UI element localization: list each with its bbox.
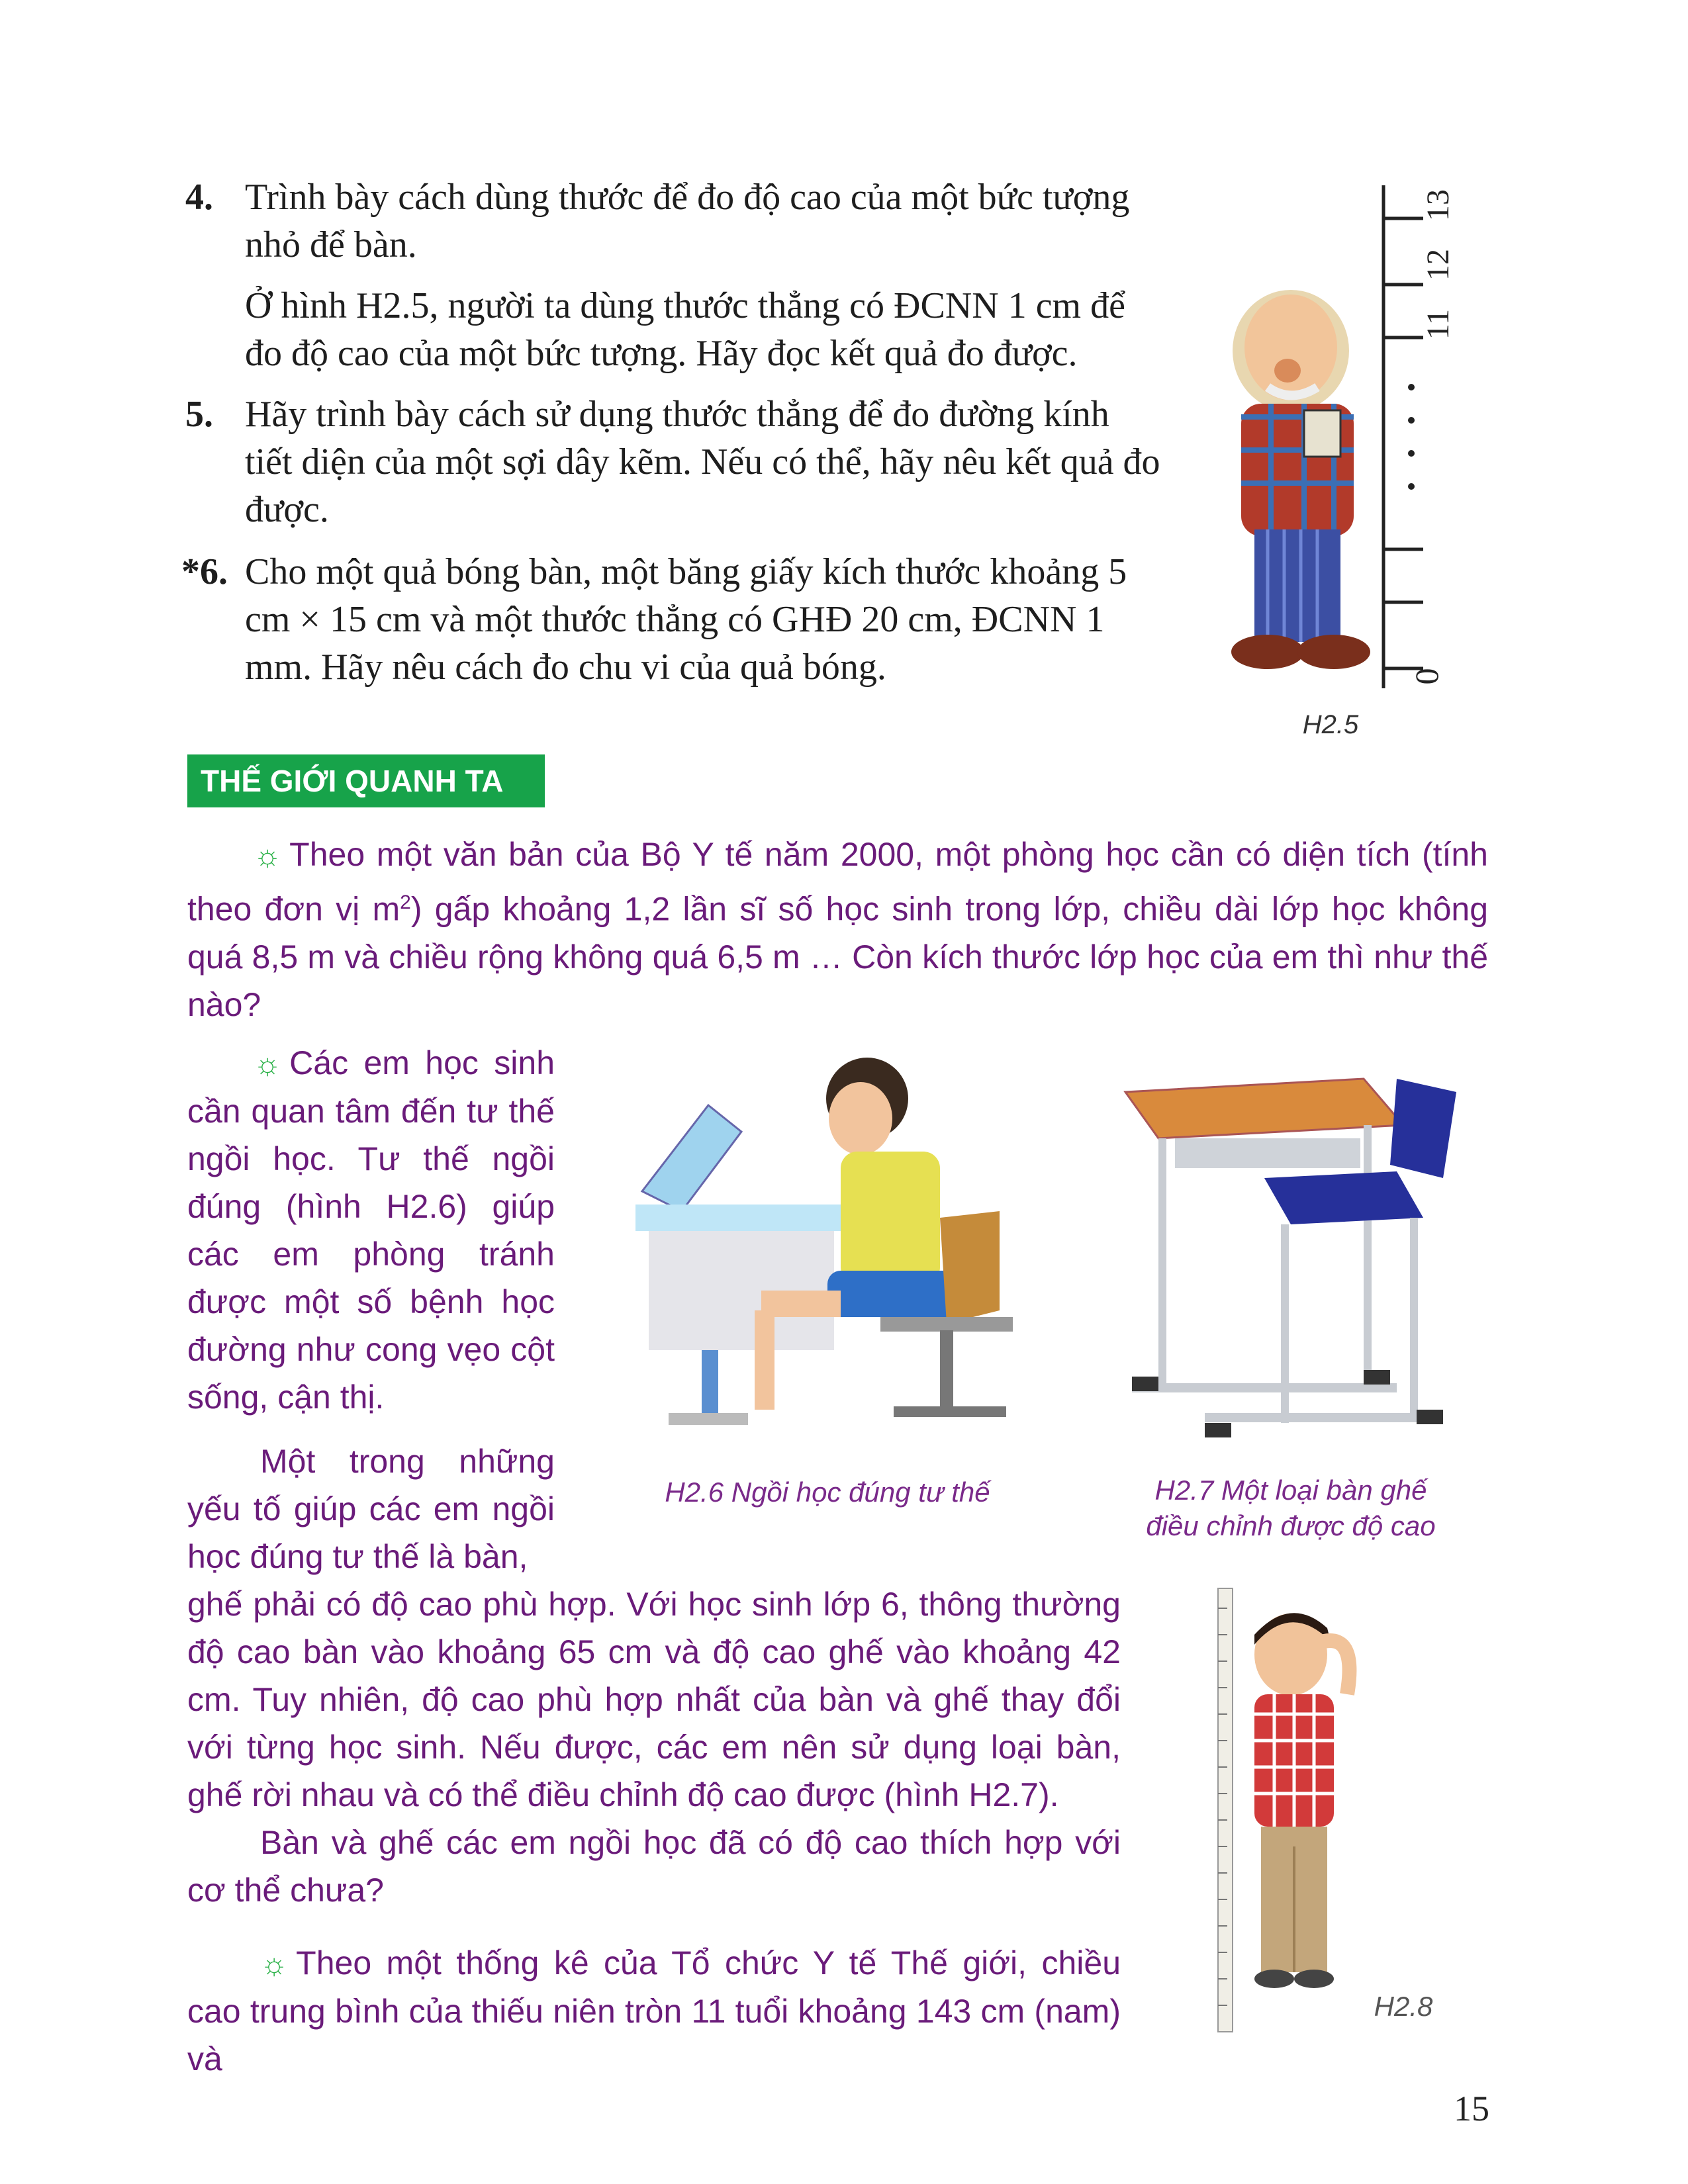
- paragraph-question-desk: Bàn và ghế các em ngồi học đã có độ cao thích hợp với cơ thể chưa?: [187, 1824, 1121, 1909]
- figure-caption-h2-8: H2.8: [1374, 1991, 1433, 2022]
- figure-caption-h2-6: H2.6 Ngồi học đúng tư thế: [665, 1477, 990, 1508]
- figure-h2-7-desk-chair: [1112, 1066, 1483, 1456]
- paragraph-who-statistics: [187, 1939, 1121, 2083]
- figure-h2-8-boy-height: [1205, 1582, 1390, 2038]
- caption-line: H2.7 Một loại bàn ghế: [1154, 1475, 1427, 1506]
- paragraph-desk-height-start: Một trong những yếu tố giúp các em ngồi học đúng tư thế là bàn,: [187, 1443, 555, 1575]
- question-text: Cho một quả bóng bàn, một băng giấy kích thước khoảng 5 cm × 15 cm và một thước thẳng có GHĐ 20 cm, ĐCNN 1 mm. Hãy nêu cách đo chu vi của quả bóng.: [245, 551, 1127, 688]
- paragraph-text: Các em học sinh cần quan tâm đến tư thế ngồi học. Tư thế ngồi đúng (hình H2.6) giúp các em phòng tránh được một số bệnh học đường như cong vẹo cột sống, cận thị.: [187, 1044, 555, 1416]
- paragraph-desk-height: ghế phải có độ cao phù hợp. Với học sinh lớp 6, thông thường độ cao bàn vào khoảng 65 cm và độ cao ghế vào khoảng 42 cm. Tuy nhiên, độ cao phù hợp nhất của bàn và ghế thay đổi với từng học sinh. Nếu được, các em nên sử dụng loại bàn, ghế rời nhau và có thể điều chỉnh độ cao được (hình H2.7).: [187, 1586, 1121, 1813]
- figure-caption-h2-7: [1119, 1473, 1463, 1544]
- question-5: [185, 390, 1165, 547]
- figure-h2-5-statue-ruler: [1205, 179, 1496, 695]
- superscript: 2: [400, 891, 411, 913]
- statuette: [1231, 290, 1370, 669]
- page-number: 15: [1454, 2089, 1489, 2128]
- question-number: 4.: [185, 177, 213, 218]
- ruler-label: 13: [1421, 189, 1456, 221]
- question-4: [185, 173, 1165, 390]
- question-number: *6.: [181, 551, 228, 592]
- question-6: [181, 548, 1165, 704]
- question-text: Hãy trình bày cách sử dụng thước thẳng để đo đường kính tiết diện của một sợi dây kẽm. Nếu có thể, hãy nêu kết quả đo được.: [245, 394, 1160, 530]
- question-text: Trình bày cách dùng thước để đo độ cao của một bức tượng nhỏ để bàn.: [245, 177, 1130, 265]
- question-number: 5.: [185, 394, 213, 435]
- question-text: Ở hình H2.5, người ta dùng thước thẳng có ĐCNN 1 cm để đo độ cao của một bức tượng. Hãy đọc kết quả đo được.: [245, 285, 1125, 374]
- paragraph-classroom-size: [187, 831, 1488, 1028]
- sun-bullet-icon: ☼: [254, 838, 282, 872]
- sun-bullet-icon: ☼: [260, 1946, 289, 1981]
- ruler-label: 0: [1408, 668, 1445, 685]
- paragraph-text: ) gấp khoảng 1,2 lần sĩ số học sinh trong lớp, chiều dài lớp học không quá 8,5 m và chiều rộng không quá 6,5 m … Còn kích thước lớp học của em thì như thế nào?: [187, 890, 1489, 1023]
- figure-h2-6-girl-sitting: [629, 1046, 1059, 1443]
- paragraph-text: Theo một thống kê của Tổ chức Y tế Thế giới, chiều cao trung bình của thiếu niên tròn 11 tuổi khoảng 143 cm (nam) và: [187, 1944, 1121, 2077]
- caption-line: điều chỉnh được độ cao: [1146, 1510, 1436, 1541]
- paragraph-text: Theo một văn bản của Bộ Y tế năm 2000, một phòng học cần có diện tích (tính theo đơn vị m: [187, 836, 1488, 928]
- sun-bullet-icon: ☼: [254, 1046, 282, 1081]
- ruler-label: 12: [1421, 249, 1456, 281]
- figure-caption-h2-5: H2.5: [1302, 710, 1359, 739]
- section-title-banner: THẾ GIỚI QUANH TA: [187, 754, 545, 807]
- ruler-label: 11: [1421, 308, 1456, 340]
- paragraph-sitting-posture: [187, 1039, 555, 1421]
